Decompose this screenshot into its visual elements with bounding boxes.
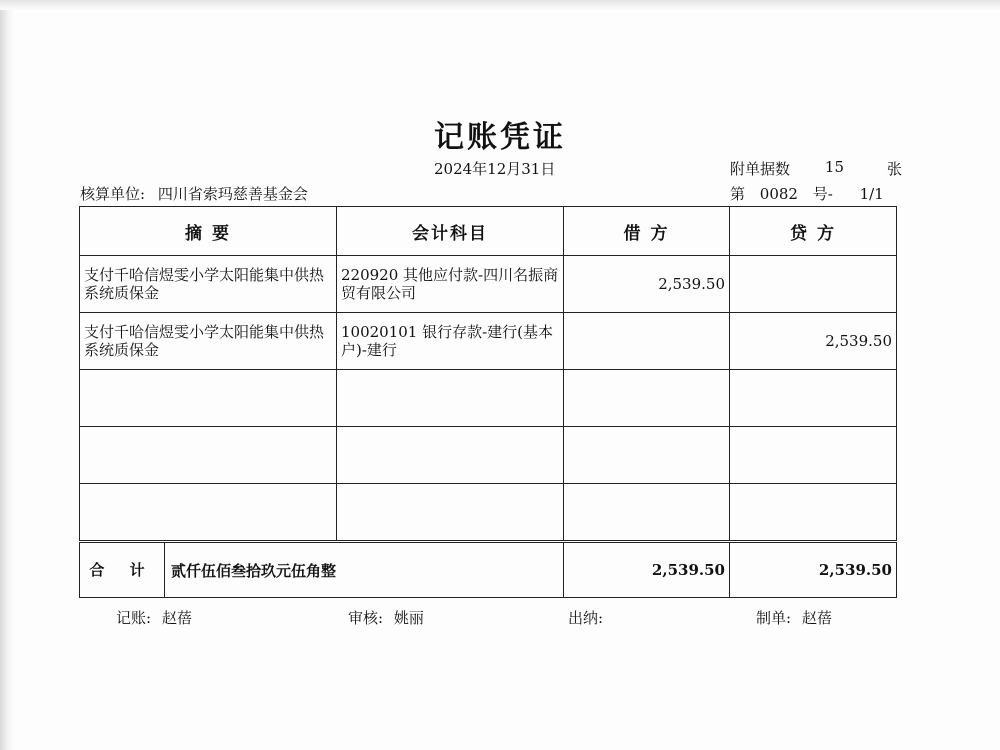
bookkeeper-label: 记账: — [116, 609, 152, 627]
row-account — [337, 370, 564, 427]
row-account: 220920 其他应付款-四川名振商贸有限公司 — [337, 256, 564, 313]
unit-label: 核算单位: — [80, 185, 146, 203]
row-debit: 2,539.50 — [564, 256, 730, 313]
header-credit: 贷 方 — [730, 207, 897, 256]
total-credit: 2,539.50 — [730, 542, 897, 598]
preparer-signature — [756, 607, 832, 628]
voucher-number-suffix: 号- — [812, 185, 833, 203]
total-amount-words: 贰仟伍佰叁拾玖元伍角整 — [171, 561, 337, 580]
reviewer-label: 审核: — [348, 609, 384, 627]
header-debit: 借 方 — [564, 207, 730, 256]
table-row — [80, 484, 897, 542]
header-summary: 摘 要 — [80, 207, 337, 256]
table-row — [80, 427, 897, 484]
cashier-signature — [568, 607, 609, 628]
row-summary — [80, 427, 337, 484]
row-account: 10020101 银行存款-建行(基本户)-建行 — [337, 313, 564, 370]
row-debit — [564, 313, 730, 370]
row-summary: 支付千哈信煜雯小学太阳能集中供热系统质保金 — [80, 313, 337, 370]
row-account — [337, 427, 564, 484]
row-debit — [564, 427, 730, 484]
voucher-page: 1/1 — [859, 185, 884, 203]
row-summary — [80, 484, 337, 542]
table-row — [80, 370, 897, 427]
voucher-number-value: 0082 — [759, 185, 798, 203]
row-credit — [730, 370, 897, 427]
row-credit — [730, 256, 897, 313]
total-debit: 2,539.50 — [564, 542, 730, 598]
total-label: 合 计 — [80, 543, 165, 597]
row-account — [337, 484, 564, 542]
preparer-label: 制单: — [756, 609, 792, 627]
accounting-unit — [80, 183, 308, 204]
row-credit: 2,539.50 — [730, 313, 897, 370]
voucher-date: 2024年12月31日 — [434, 160, 556, 178]
table-row — [80, 256, 897, 313]
attachments-label: 附单据数 — [730, 160, 791, 178]
bookkeeper-signature — [116, 607, 192, 628]
reviewer-signature — [348, 607, 424, 628]
bookkeeper-name: 赵蓓 — [161, 609, 192, 627]
total-cell — [80, 542, 564, 598]
voucher-title: 记账凭证 — [434, 120, 566, 155]
voucher-table — [79, 206, 897, 598]
header-account: 会计科目 — [337, 207, 564, 256]
scan-shadow-top — [0, 0, 1000, 10]
table-row — [80, 313, 897, 370]
table-header-row — [80, 207, 897, 256]
row-summary — [80, 370, 337, 427]
reviewer-name: 姚丽 — [393, 609, 424, 627]
row-debit — [564, 484, 730, 542]
voucher-number-prefix: 第 — [730, 185, 746, 203]
row-debit — [564, 370, 730, 427]
attachments-unit: 张 — [887, 160, 903, 178]
unit-name: 四川省索玛慈善基金会 — [157, 185, 308, 203]
voucher-number — [730, 183, 884, 204]
row-credit — [730, 484, 897, 542]
attachments-count: 15 — [824, 158, 845, 176]
row-summary: 支付千哈信煜雯小学太阳能集中供热系统质保金 — [80, 256, 337, 313]
cashier-label: 出纳: — [568, 609, 604, 627]
total-row — [80, 542, 897, 598]
attachments-info — [730, 158, 902, 179]
row-credit — [730, 427, 897, 484]
preparer-name: 赵蓓 — [801, 609, 832, 627]
